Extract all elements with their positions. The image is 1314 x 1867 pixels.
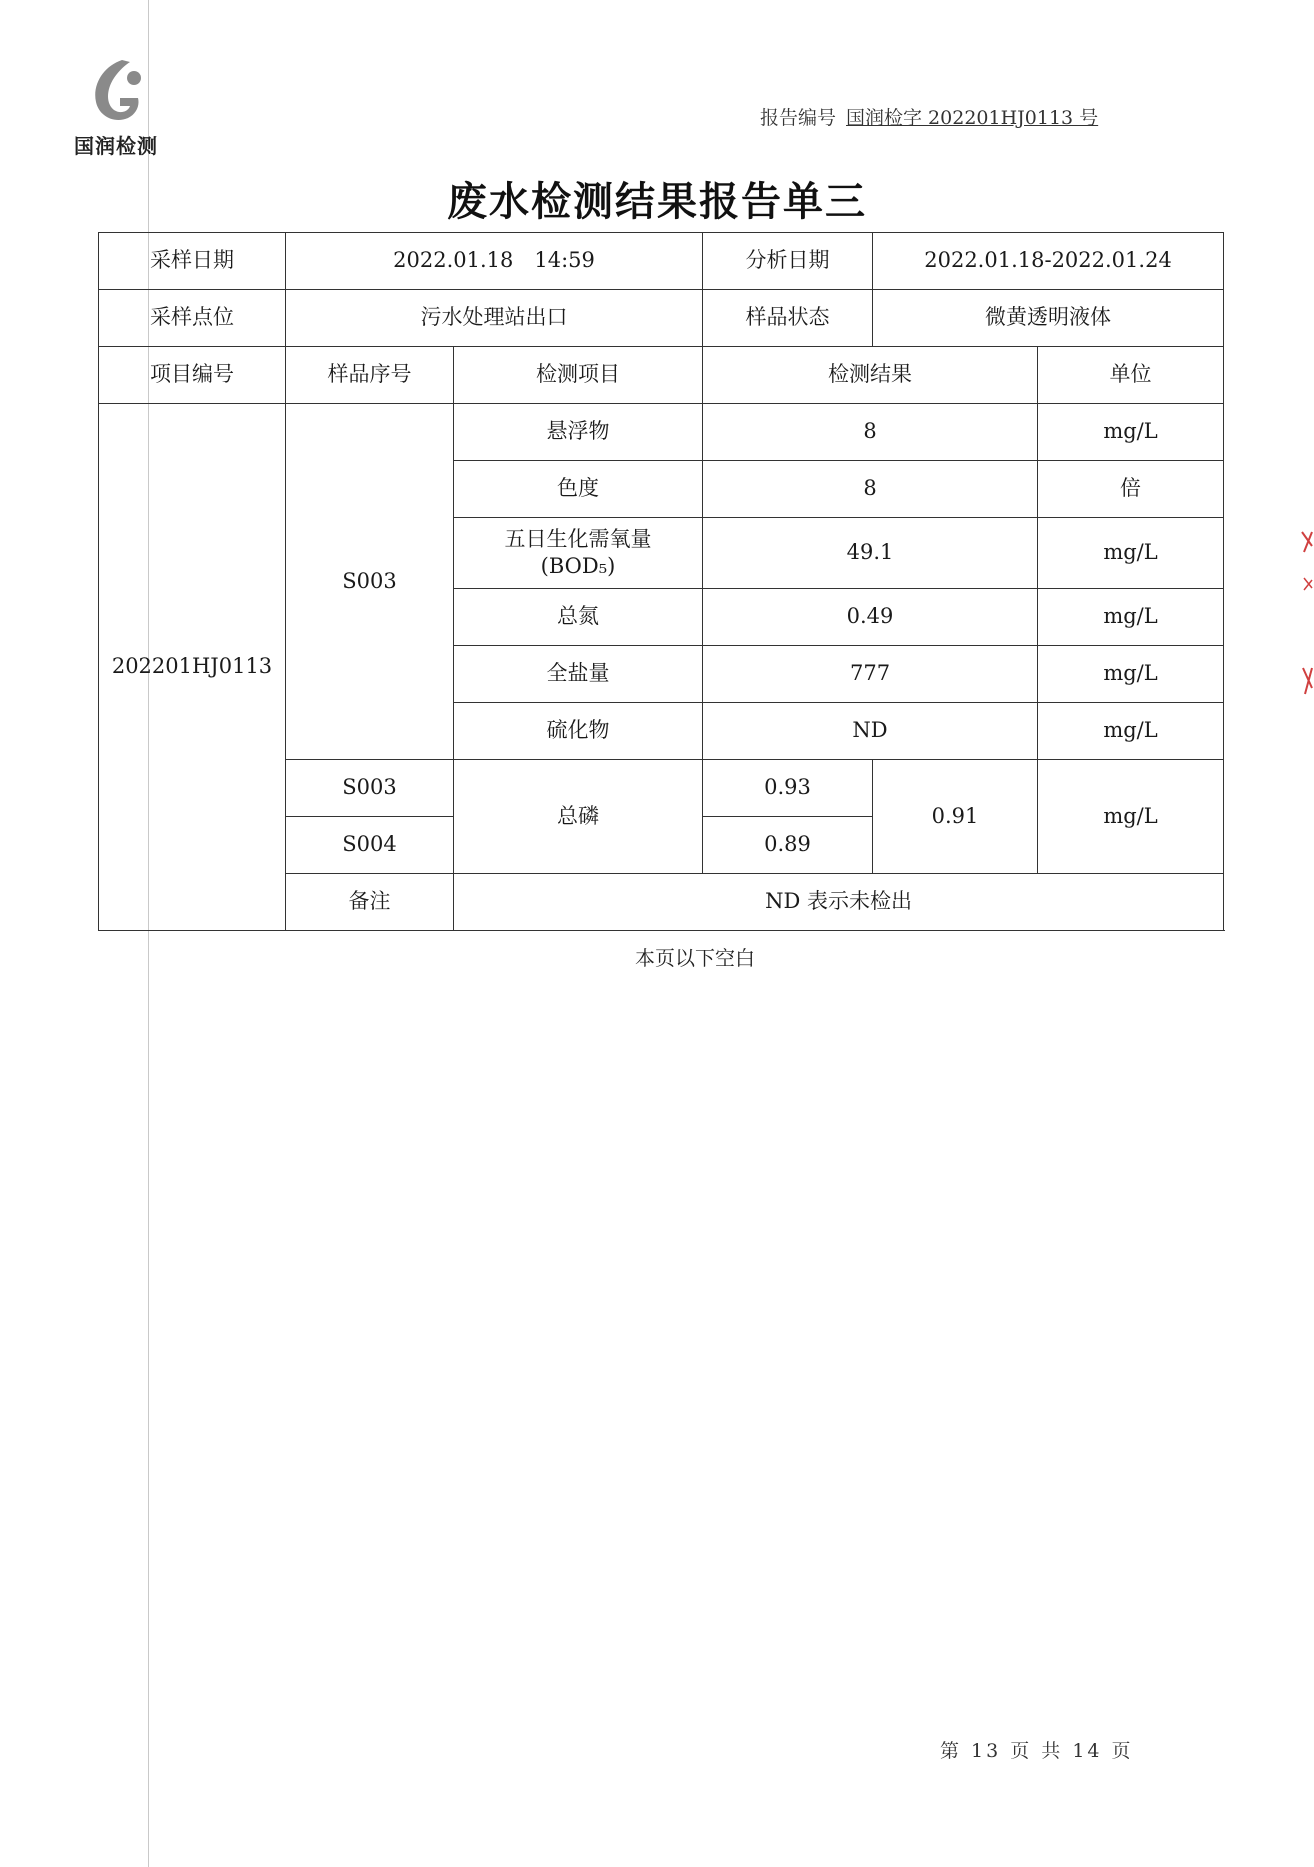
remark-value: ND 表示未检出 <box>454 874 1224 931</box>
unit-cell: mg/L <box>1038 404 1224 461</box>
sampling-date-value: 2022.01.18 14:59 <box>286 233 703 290</box>
item-cell: 色度 <box>454 461 703 518</box>
phosphorus-result-cell: 0.93 <box>703 760 873 817</box>
item-subscript-label: (BOD₅) <box>540 554 616 578</box>
company-logo-icon <box>84 56 148 128</box>
page-title: 废水检测结果报告单三 <box>447 178 867 225</box>
company-logo <box>66 56 166 159</box>
item-name: 五日生化需氧量 <box>504 526 652 551</box>
sample-state-label: 样品状态 <box>703 290 873 347</box>
phosphorus-result-cell: 0.89 <box>703 817 873 874</box>
unit-cell: mg/L <box>1038 703 1224 760</box>
unit-cell: mg/L <box>1038 646 1224 703</box>
column-header-item: 检测项目 <box>454 347 703 404</box>
result-cell: 8 <box>703 461 1038 518</box>
analysis-date-value: 2022.01.18-2022.01.24 <box>873 233 1224 290</box>
column-header-project-no: 项目编号 <box>99 347 286 404</box>
table-row <box>99 404 1224 461</box>
remark-label: 备注 <box>286 874 454 931</box>
page-number: 第 13 页 共 14 页 <box>940 1740 1134 1762</box>
sampling-point-label: 采样点位 <box>99 290 286 347</box>
report-number <box>760 103 1098 130</box>
item-cell: 总氮 <box>454 589 703 646</box>
result-cell: ND <box>703 703 1038 760</box>
result-cell: 777 <box>703 646 1038 703</box>
report-number-value: 国润检字 202201HJ0113 号 <box>846 107 1099 129</box>
project-number-cell: 202201HJ0113 <box>99 404 286 931</box>
table-row <box>99 233 1224 290</box>
unit-cell: 倍 <box>1038 461 1224 518</box>
table-header-row <box>99 347 1224 404</box>
sampling-point-value: 污水处理站出口 <box>286 290 703 347</box>
blank-below-note: 本页以下空白 <box>635 946 755 970</box>
result-table <box>98 232 1224 931</box>
result-cell: 49.1 <box>703 518 1038 589</box>
unit-cell: mg/L <box>1038 589 1224 646</box>
sample-cell: S004 <box>286 817 454 874</box>
result-cell: 0.49 <box>703 589 1038 646</box>
sample-cell: S003 <box>286 760 454 817</box>
column-header-result: 检测结果 <box>703 347 1038 404</box>
logo-text: 国润检测 <box>74 134 158 158</box>
analysis-date-label: 分析日期 <box>703 233 873 290</box>
item-cell: 全盐量 <box>454 646 703 703</box>
report-number-label: 报告编号 <box>760 107 837 129</box>
column-header-sample-no: 样品序号 <box>286 347 454 404</box>
phosphorus-item-cell: 总磷 <box>454 760 703 874</box>
stamp-edge-mark <box>1300 528 1314 698</box>
sample-group-cell: S003 <box>286 404 454 760</box>
item-cell: 悬浮物 <box>454 404 703 461</box>
phosphorus-average-cell: 0.91 <box>873 760 1038 874</box>
item-cell <box>454 518 703 589</box>
item-cell: 硫化物 <box>454 703 703 760</box>
sample-state-value: 微黄透明液体 <box>873 290 1224 347</box>
phosphorus-unit-cell: mg/L <box>1038 760 1224 874</box>
table-row <box>99 290 1224 347</box>
result-cell: 8 <box>703 404 1038 461</box>
sampling-date-label: 采样日期 <box>99 233 286 290</box>
unit-cell: mg/L <box>1038 518 1224 589</box>
column-header-unit: 单位 <box>1038 347 1224 404</box>
